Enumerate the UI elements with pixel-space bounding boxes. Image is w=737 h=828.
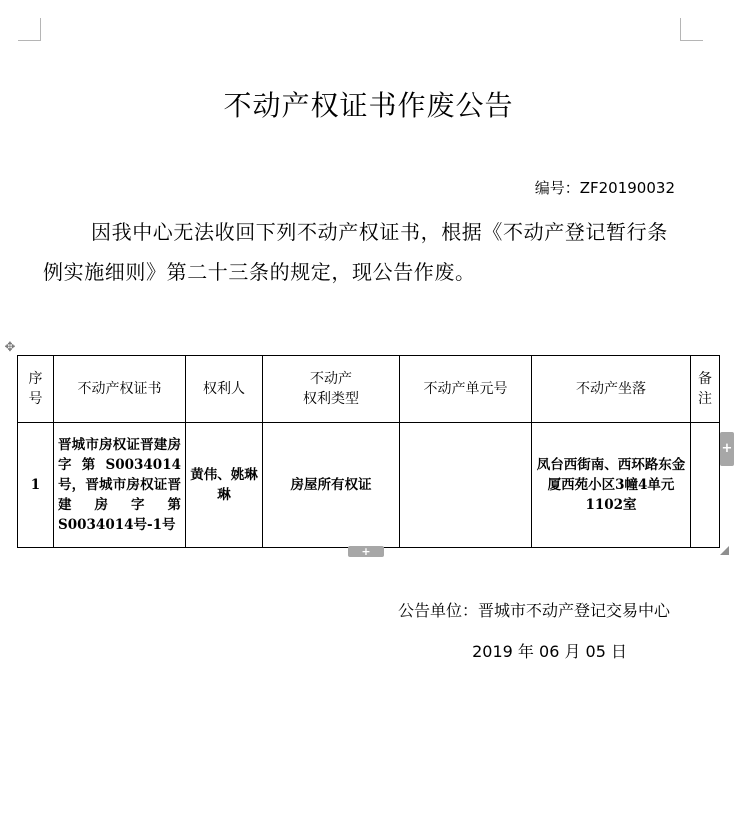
header-right-type-line2: 权利类型 <box>303 391 359 407</box>
cell-right-type[interactable]: 房屋所有权证 <box>263 423 400 548</box>
header-location[interactable]: 不动产坐落 <box>532 356 691 423</box>
cell-cert[interactable]: 晋城市房权证晋建房字第S0034014号，晋城市房权证晋建房字第S0034014号-1号 <box>54 423 186 548</box>
document-number[interactable]: 编号：ZF20190032 <box>534 179 675 197</box>
add-row-icon[interactable]: + <box>348 546 384 557</box>
crop-mark-top-left <box>18 18 41 41</box>
issuer-line[interactable]: 公告单位：晋城市不动产登记交易中心 <box>397 601 670 620</box>
table-row <box>18 423 720 548</box>
issue-date[interactable]: 2019 年 06 月 05 日 <box>472 642 627 661</box>
cell-owner[interactable]: 黄伟、姚琳琳 <box>186 423 263 548</box>
intro-paragraph[interactable]: 因我中心无法收回下列不动产权证书，根据《不动产登记暂行条例实施细则》第二十三条的规定，现公告作废。 <box>43 220 668 284</box>
cell-unit-number[interactable] <box>400 423 532 548</box>
table-resize-icon[interactable] <box>720 546 729 555</box>
header-cert[interactable]: 不动产权证书 <box>54 356 186 423</box>
header-right-type[interactable] <box>263 356 400 423</box>
header-seq[interactable]: 序号 <box>18 356 54 423</box>
header-right-type-line1: 不动产 <box>310 371 352 387</box>
header-owner[interactable]: 权利人 <box>186 356 263 423</box>
voided-certificate-table <box>17 355 720 548</box>
cell-remark[interactable] <box>691 423 720 548</box>
cell-seq[interactable]: 1 <box>18 423 54 548</box>
add-column-icon[interactable]: + <box>720 432 734 466</box>
document-title[interactable]: 不动产权证书作废公告 <box>223 89 514 122</box>
crop-mark-top-right <box>680 18 703 41</box>
table-header-row <box>18 356 720 423</box>
header-unit-number[interactable]: 不动产单元号 <box>400 356 532 423</box>
header-remark[interactable]: 备注 <box>691 356 720 423</box>
table-move-icon[interactable]: ✥ <box>4 340 16 355</box>
cell-location[interactable]: 凤台西街南、西环路东金厦西苑小区3幢4单元1102室 <box>532 423 691 548</box>
